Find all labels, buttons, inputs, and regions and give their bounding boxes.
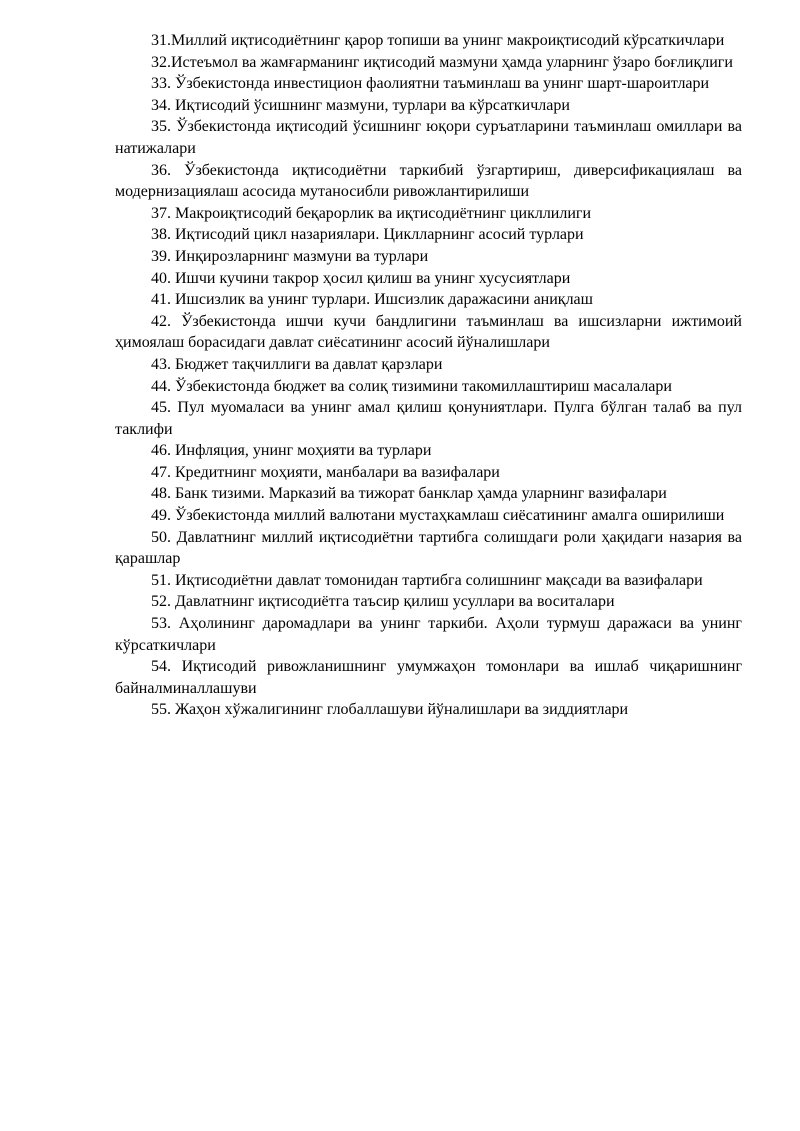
list-item: 48. Банк тизими. Марказий ва тижорат банклар ҳамда уларнинг вазифалари	[151, 485, 667, 503]
list-item: 46. Инфляция, унинг моҳияти ва турлари	[151, 442, 432, 460]
list-item: 32.Истеъмол ва жамғарманинг иқтисодий мазмуни ҳамда уларнинг ўзаро боғлиқлиги	[151, 53, 733, 71]
list-item: 55. Жаҳон хўжалигининг глобаллашуви йўналишлари ва зиддиятлари	[151, 701, 629, 719]
list-item: 36. Ўзбекистонда иқтисодиётни таркибий ўзгартириш, диверсификациялаш ва модернизациялаш асосида мутаносибли ривожлантирилиши	[115, 161, 742, 201]
list-item: 42. Ўзбекистонда ишчи кучи бандлигини таъминлаш ва ишсизларни ижтимоий ҳимоялаш борасидаги давлат сиёсатининг асосий йўналишлари	[115, 312, 742, 352]
list-item: 38. Иқтисодий цикл назариялари. Циклларнинг асосий турлари	[151, 226, 584, 244]
list-item: 33. Ўзбекистонда инвестицион фаолиятни таъминлаш ва унинг шарт-шароитлари	[151, 75, 710, 93]
list-item: 50. Давлатнинг миллий иқтисодиётни тартибга солишдаги роли ҳақидаги назария ва қарашлар	[115, 528, 742, 568]
list-item: 31.Миллий иқтисодиётнинг қарор топиши ва унинг макроиқтисодий кўрсаткичлари	[151, 32, 725, 49]
list-item: 49. Ўзбекистонда миллий валютани мустаҳкамлаш сиёсатининг амалга оширилиши	[151, 507, 725, 525]
list-item: 34. Иқтисодий ўсишнинг мазмуни, турлари ва кўрсаткичлари	[151, 96, 570, 114]
document-page	[115, 30, 742, 721]
list-item: 52. Давлатнинг иқтисодиётга таъсир қилиш усуллари ва воситалари	[151, 593, 615, 611]
list-item: 53. Аҳолининг даромадлари ва унинг таркиби. Аҳоли турмуш даражаси ва унинг кўрсаткичлари	[115, 615, 742, 654]
list-item: 51. Иқтисодиётни давлат томонидан тартибга солишнинг мақсади ва вазифалари	[151, 571, 703, 589]
list-item: 40. Ишчи кучини такрор ҳосил қилиш ва унинг хусусиятлари	[151, 269, 571, 287]
list-item: 39. Инқирозларнинг мазмуни ва турлари	[151, 247, 429, 265]
list-item: 41. Ишсизлик ва унинг турлари. Ишсизлик даражасини аниқлаш	[151, 291, 593, 309]
list-item: 45. Пул муомаласи ва унинг амал қилиш қонуниятлари. Пулга бўлган талаб ва пул таклифи	[115, 399, 742, 438]
list-item: 35. Ўзбекистонда иқтисодий ўсишнинг юқори суръатларини таъминлаш омиллари ва натижалари	[115, 118, 742, 157]
list-item: 43. Бюджет тақчиллиги ва давлат қарзлари	[151, 355, 443, 373]
list-item: 44. Ўзбекистонда бюджет ва солиқ тизимини такомиллаштириш масалалари	[151, 377, 672, 395]
list-item: 47. Кредитнинг моҳияти, манбалари ва вазифалари	[151, 463, 500, 481]
list-item: 54. Иқтисодий ривожланишнинг умумжаҳон томонлари ва ишлаб чиқаришнинг байналминаллашуви	[115, 658, 742, 697]
list-item: 37. Макроиқтисодий беқарорлик ва иқтисодиётнинг цикллилиги	[151, 204, 592, 222]
